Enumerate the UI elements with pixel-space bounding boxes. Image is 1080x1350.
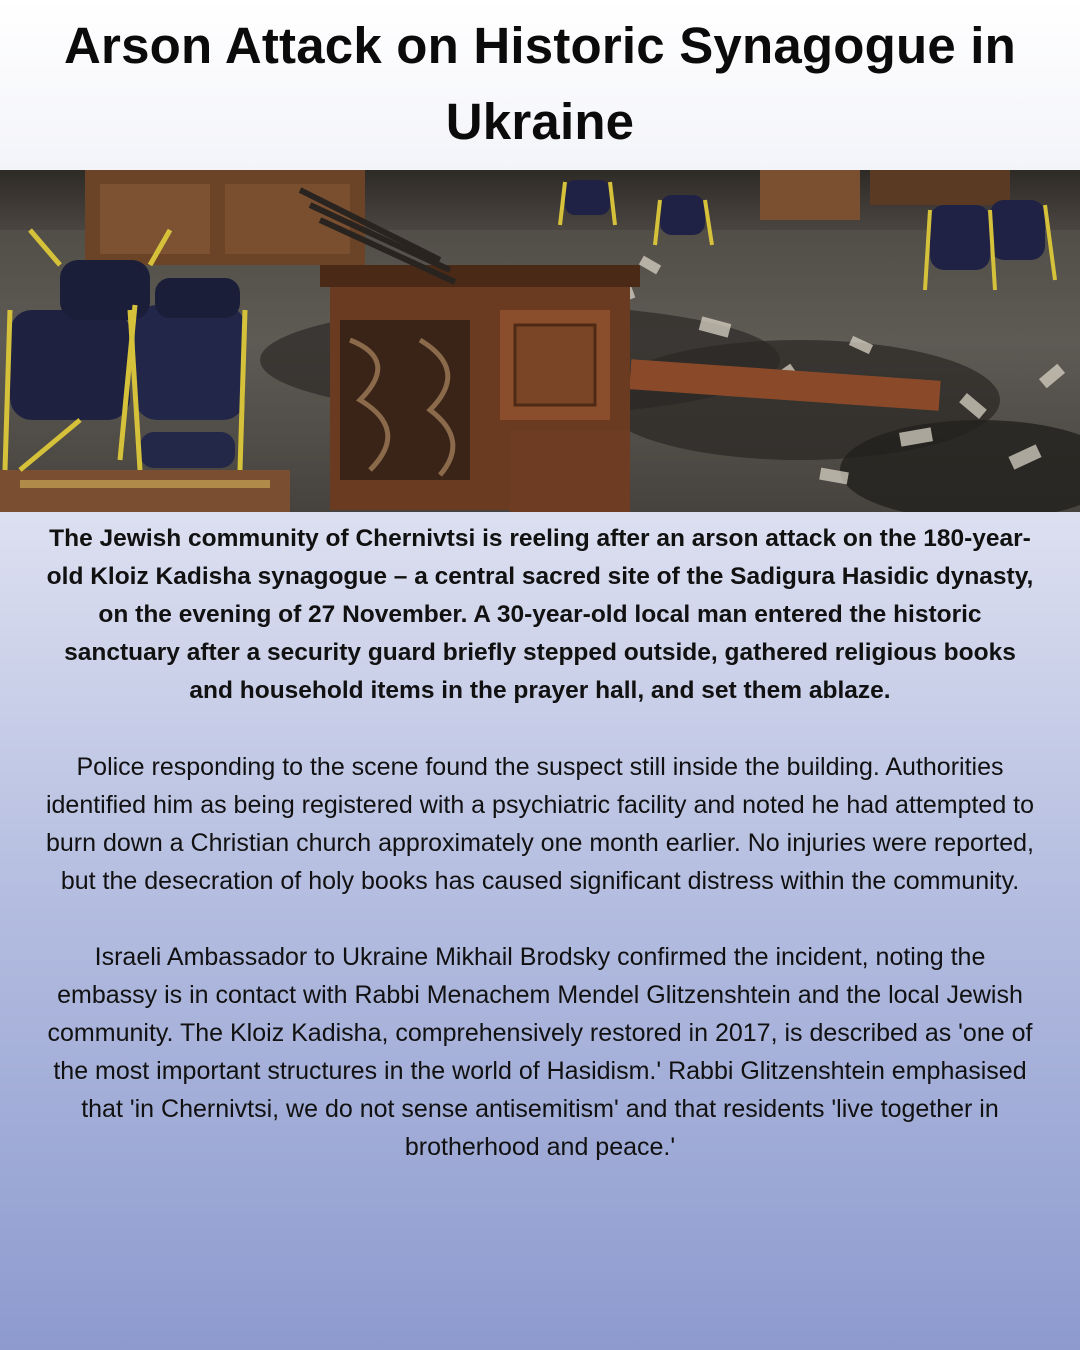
burned-synagogue-photo xyxy=(0,170,1080,512)
title-block xyxy=(0,0,1080,168)
burned-synagogue-interior-photo xyxy=(0,170,1080,512)
body-paragraph-police: Police responding to the scene found the suspect still inside the building. Authorities identified him as being registered with a psychiatric facility and noted he had attempted to burn down a Christian church approximately one month earlier. No injuries were reported, but the desecration of holy books has caused significant distress within the community. xyxy=(45,753,1035,895)
lead-paragraph: The Jewish community of Chernivtsi is reeling after an arson attack on the 180-year-old Kloiz Kadisha synagogue – a central sacred site of the Sadigura Hasidic dynasty, on the evening of 27 November. A 30-year-old local man entered the historic sanctuary after a security guard briefly stepped outside, gathered religious books and household items in the prayer hall, and set them ablaze. xyxy=(46,525,1034,704)
article-body xyxy=(45,520,1035,1204)
body-paragraph-ambassador: Israeli Ambassador to Ukraine Mikhail Brodsky confirmed the incident, noting the embassy is in contact with Rabbi Menachem Mendel Glitzenshtein and the local Jewish community. The Kloiz Kadisha, comprehensively restored in 2017, is described as 'one of the most important structures in the world of Hasidism.' Rabbi Glitzenshtein emphasised that 'in Chernivtsi, we do not sense antisemitism' and that residents 'live together in brotherhood and peace.' xyxy=(47,943,1033,1161)
page-title: Arson Attack on Historic Synagogue in Ukraine xyxy=(64,17,1016,150)
